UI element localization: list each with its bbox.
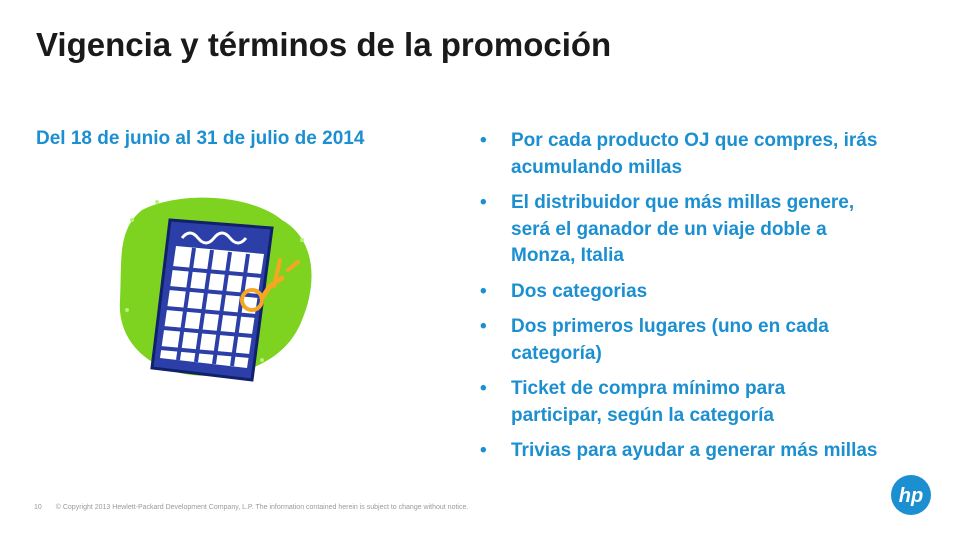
list-item (480, 128, 880, 181)
page-number: 10 (34, 504, 42, 511)
list-item (480, 376, 880, 429)
list-item (480, 438, 880, 465)
bullet-text: Por cada producto OJ que compres, irás acumulando millas (511, 130, 878, 178)
bullet-icon: • (480, 440, 487, 461)
bullet-text: Dos categorias (511, 280, 648, 302)
hp-logo-text: hp (898, 485, 924, 507)
bullet-icon: • (480, 280, 487, 302)
calendar-icon (112, 190, 322, 390)
hp-logo-icon (890, 474, 932, 516)
bullet-text: El distribuidor que más millas genere, será el ganador de un viaje doble a Monza, Italia (511, 192, 855, 266)
bullet-text: Dos primeros lugares (uno en cada categoría) (511, 316, 829, 364)
list-item (480, 314, 880, 367)
bullet-icon: • (480, 130, 487, 151)
slide-title: Vigencia y términos de la promoción (36, 26, 612, 63)
bullet-icon: • (480, 192, 487, 213)
bullet-icon: • (480, 378, 487, 399)
copyright-notice: © Copyright 2013 Hewlett-Packard Development Company, L.P. The information contained herein is subject to change without notice. (55, 504, 469, 511)
promotion-terms-list (480, 128, 880, 474)
bullet-text: Ticket de compra mínimo para participar, según la categoría (511, 378, 786, 426)
footer (34, 504, 468, 511)
bullet-text: Trivias para ayudar a generar más millas (511, 440, 878, 461)
promotion-dates: Del 18 de junio al 31 de julio de 2014 (36, 128, 365, 149)
list-item (480, 279, 880, 306)
list-item (480, 190, 880, 270)
bullet-icon: • (480, 316, 487, 337)
